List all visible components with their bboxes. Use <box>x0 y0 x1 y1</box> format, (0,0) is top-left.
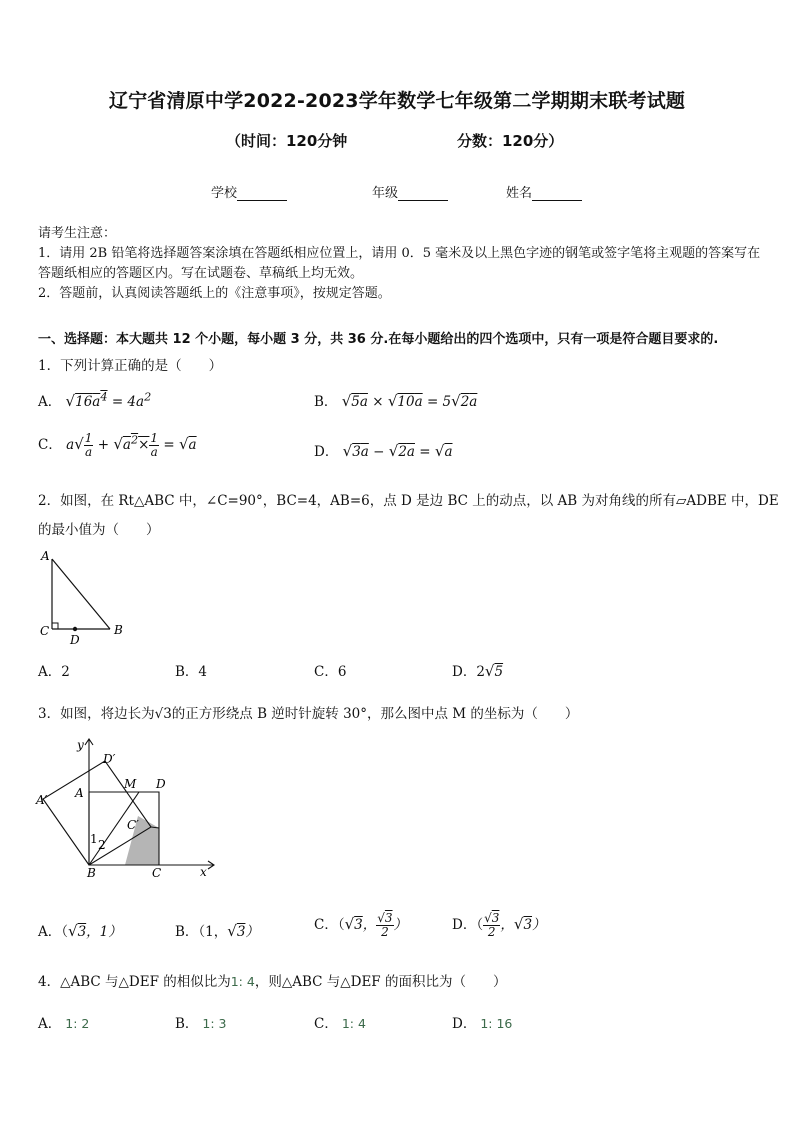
q4-option-d-value: 1: 16 <box>480 1016 513 1031</box>
question-2-stem-2: 的最小值为（ ） <box>38 522 160 538</box>
q3-option-a-label: A．（ <box>38 924 68 940</box>
q1-option-a-label: A． <box>38 394 62 410</box>
q4-option-a-label: A． <box>38 1016 62 1032</box>
q4-option-b[interactable] <box>175 1012 227 1032</box>
q2-label-b: B <box>114 623 123 637</box>
question-2-stem-1: 2．如图，在 Rt△ABC 中，∠C=90°，BC=4，AB=6，点 D 是边 BC 上的动点，以 AB 为对角线的所有▱ADBE 中，DE <box>38 493 779 509</box>
q3-option-b[interactable]: B．（1，√3） <box>175 922 259 940</box>
q3-label-cprime: C′ <box>127 818 139 832</box>
q3-label-angle1: 1 <box>90 832 98 846</box>
notes-item-1: 1．请用 2B 铅笔将选择题答案涂填在答题纸相应位置上，请用 0．5 毫米及以上黑色字迹的钢笔或签字笔将主观题的答案写在答题纸相应的答题区内。写在试题卷、草稿纸上均无效。 <box>38 246 761 281</box>
q4-option-a-value: 1: 2 <box>65 1016 90 1031</box>
q1-option-c[interactable] <box>38 432 197 459</box>
score-info: 分数：120分） <box>457 132 564 150</box>
name-label: 姓名 <box>506 186 533 201</box>
q1-option-a-math: $√16a^4 = 4a^2$ <box>65 390 152 410</box>
q3-label-d: D <box>156 777 166 791</box>
q3-label-c: C <box>152 866 162 880</box>
q2-label-d: D <box>70 633 80 647</box>
q1-option-b-math: √5a × √10a = 5√2a <box>341 392 478 410</box>
q4-stem-tail: ，则△ABC 与△DEF 的面积比为（ ） <box>254 974 507 990</box>
q4-option-d-label: D． <box>452 1016 477 1032</box>
q3-option-a[interactable]: A．（√3，1） <box>38 922 122 940</box>
q1-option-c-label: C． <box>38 437 62 453</box>
q3-label-dprime: D′ <box>103 752 116 766</box>
q1-option-c-math: a√ $\frac{1}{a}$ + $√a^2\times$ $\frac{1}{a}$ = √a <box>66 431 197 459</box>
time-info: （时间：120分钟 <box>226 132 348 150</box>
q2-label-c: C <box>40 624 50 638</box>
q4-option-b-label: B． <box>175 1016 199 1032</box>
school-field <box>211 182 287 201</box>
q3-option-c-label: C．（ <box>314 917 345 933</box>
exam-notes <box>38 224 762 304</box>
q2-right-angle-mark <box>52 623 58 629</box>
page-title: 辽宁省清原中学2022-2023学年数学七年级第二学期期末联考试题 <box>108 90 686 112</box>
q3-figure <box>34 734 220 880</box>
section-heading: 一、选择题：本大题共 12 个小题，每小题 3 分，共 36 分.在每小题给出的四个选项中，只有一项是符合题目要求的. <box>38 332 719 347</box>
q2-option-d-label: D．2 <box>452 664 485 680</box>
question-4-stem <box>38 970 506 990</box>
q3-label-m: M <box>124 777 137 791</box>
school-label: 学校 <box>211 186 238 201</box>
q2-label-a: A <box>41 549 50 563</box>
question-1-stem: 1．下列计算正确的是（ ） <box>38 358 223 374</box>
q4-option-a[interactable] <box>38 1012 89 1032</box>
q2-figure <box>36 544 136 648</box>
q3-option-d[interactable]: D．（ $\frac{√3}{2}$ ，√3） <box>452 911 546 939</box>
q4-option-b-value: 1: 3 <box>202 1016 227 1031</box>
q3-label-x: x <box>200 865 207 879</box>
q1-option-d[interactable] <box>314 440 453 460</box>
q2-option-b[interactable]: B．4 <box>175 664 208 680</box>
q4-option-c-label: C． <box>314 1016 338 1032</box>
q3-label-aprime: A′ <box>36 793 48 807</box>
q2-point-d <box>73 627 77 631</box>
q4-stem-head: 4．△ABC 与△DEF 的相似比为 <box>38 974 231 990</box>
question-3-stem: 3．如图，将边长为√3的正方形绕点 B 逆时针旋转 30°，那么图中点 M 的坐标为（ ） <box>38 706 579 722</box>
notes-heading: 请考生注意： <box>38 226 117 241</box>
q3-option-c[interactable]: C．（√3， $\frac{√3}{2}$ ） <box>314 911 408 939</box>
q3-label-b: B <box>87 866 96 880</box>
grade-field <box>372 182 448 201</box>
q1-option-d-math: √3a − √2a = √a <box>342 442 453 460</box>
q3-option-d-label: D．（ <box>452 917 484 933</box>
school-blank[interactable] <box>237 186 287 201</box>
q4-option-d[interactable] <box>452 1012 512 1032</box>
q1-option-b[interactable] <box>314 390 477 410</box>
name-blank[interactable] <box>532 186 582 201</box>
q2-option-d[interactable]: D．2√5 <box>452 662 504 680</box>
grade-label: 年级 <box>372 186 399 201</box>
q2-option-a[interactable]: A．2 <box>38 664 70 680</box>
q2-option-c[interactable]: C．6 <box>314 664 347 680</box>
q4-option-c[interactable] <box>314 1012 366 1032</box>
grade-blank[interactable] <box>398 186 448 201</box>
notes-item-2: 2．答题前，认真阅读答题纸上的《注意事项》，按规定答题。 <box>38 286 391 301</box>
q4-option-c-value: 1: 4 <box>341 1016 366 1031</box>
q3-label-y: y <box>77 738 84 752</box>
q1-option-a[interactable] <box>38 390 151 410</box>
q3-label-angle2: 2 <box>98 838 106 852</box>
name-field <box>506 182 582 201</box>
q2-side-ab <box>52 559 110 629</box>
q1-option-d-label: D． <box>314 444 339 460</box>
q3-option-b-label: B．（1， <box>175 924 228 940</box>
q3-label-a: A <box>75 786 84 800</box>
q4-ratio: 1: 4 <box>230 974 255 989</box>
q1-option-b-label: B． <box>314 394 338 410</box>
